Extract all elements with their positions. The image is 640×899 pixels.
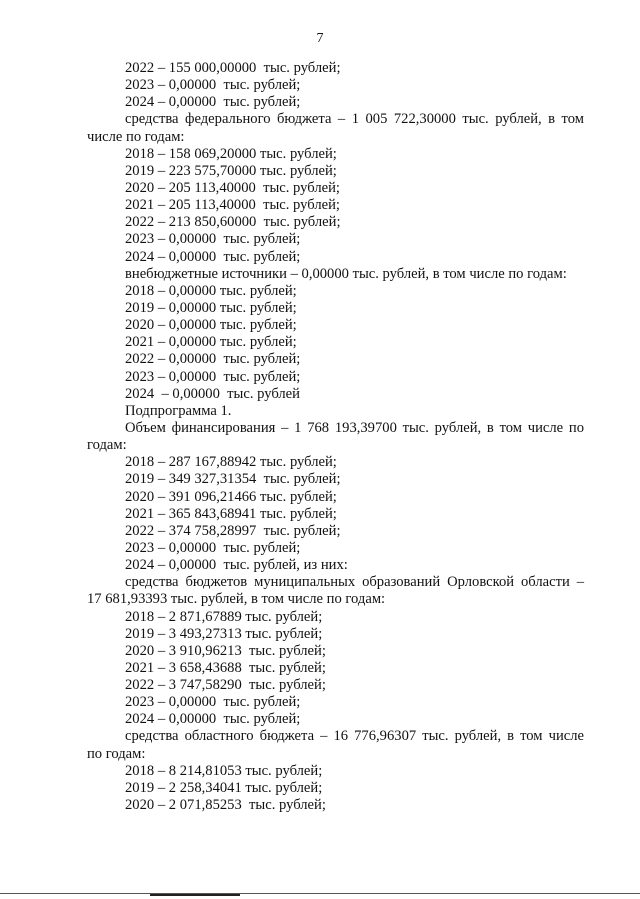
text-line: внебюджетные источники – 0,00000 тыс. рублей, в том числе по годам: — [125, 265, 567, 282]
text-line: 2019 – 2 258,34041 тыс. рублей; — [125, 779, 323, 796]
text-line: 2020 – 3 910,96213 тыс. рублей; — [125, 642, 326, 659]
text-line: 2023 – 0,00000 тыс. рублей; — [125, 694, 301, 711]
text-line: по годам: — [87, 745, 146, 762]
text-line: 2020 – 391 096,21466 тыс. рублей; — [125, 488, 337, 505]
text-line: 2018 – 2 871,67889 тыс. рублей; — [125, 608, 323, 625]
text-line: 2020 – 205 113,40000 тыс. рублей; — [125, 179, 340, 196]
text-line: 2019 – 349 327,31354 тыс. рублей; — [125, 471, 341, 488]
text-line: 2024 – 0,00000 тыс. рублей, из них: — [125, 557, 348, 574]
text-line: 2023 – 0,00000 тыс. рублей; — [125, 77, 301, 94]
text-line: числе по годам: — [87, 128, 185, 145]
text-line: 2022 – 155 000,00000 тыс. рублей; — [125, 60, 341, 76]
text-line: 2023 – 0,00000 тыс. рублей; — [125, 539, 301, 556]
text-line: 2023 – 0,00000 тыс. рублей; — [125, 368, 301, 385]
text-line: 2018 – 158 069,20000 тыс. рублей; — [125, 145, 337, 162]
text-line: 2020 – 0,00000 тыс. рублей; — [125, 317, 297, 334]
text-line: средства областного бюджета – 16 776,96307 тыс. рублей, в том числе — [125, 728, 584, 745]
text-line: средства бюджетов муниципальных образований Орловской области – — [125, 574, 584, 591]
text-line: 2020 – 2 071,85253 тыс. рублей; — [125, 797, 326, 814]
text-line: средства федерального бюджета – 1 005 722,30000 тыс. рублей, в том — [125, 111, 584, 128]
text-line: 2022 – 0,00000 тыс. рублей; — [125, 351, 301, 368]
page-number: 7 — [316, 31, 324, 46]
text-line: 2018 – 0,00000 тыс. рублей; — [125, 282, 297, 299]
document-body — [87, 60, 584, 814]
text-line: 2024 – 0,00000 тыс. рублей — [125, 385, 300, 402]
text-line: 2018 – 287 167,88942 тыс. рублей; — [125, 454, 337, 471]
text-line: 2021 – 205 113,40000 тыс. рублей; — [125, 197, 340, 214]
text-line: Подпрограмма 1. — [125, 402, 232, 419]
bottom-rule — [0, 893, 640, 894]
text-line: 2019 – 223 575,70000 тыс. рублей; — [125, 162, 337, 179]
text-line: 2019 – 3 493,27313 тыс. рублей; — [125, 625, 323, 642]
text-line: 2022 – 3 747,58290 тыс. рублей; — [125, 677, 326, 694]
text-line: 2022 – 374 758,28997 тыс. рублей; — [125, 522, 341, 539]
text-line: 2021 – 0,00000 тыс. рублей; — [125, 334, 297, 351]
text-line: 2024 – 0,00000 тыс. рублей; — [125, 248, 301, 265]
text-line: 2024 – 0,00000 тыс. рублей; — [125, 94, 301, 111]
text-line: 2019 – 0,00000 тыс. рублей; — [125, 299, 297, 316]
text-line: 2021 – 3 658,43688 тыс. рублей; — [125, 659, 326, 676]
bottom-rule-mark — [150, 894, 240, 896]
text-line: Объем финансирования – 1 768 193,39700 тыс. рублей, в том числе по — [125, 419, 584, 436]
text-line: 2018 – 8 214,81053 тыс. рублей; — [125, 762, 323, 779]
text-line: 2023 – 0,00000 тыс. рублей; — [125, 231, 301, 248]
text-line: годам: — [87, 437, 127, 454]
text-line: 17 681,93393 тыс. рублей, в том числе по годам: — [87, 591, 386, 608]
text-line: 2024 – 0,00000 тыс. рублей; — [125, 711, 301, 728]
text-line: 2021 – 365 843,68941 тыс. рублей; — [125, 505, 337, 522]
text-line: 2022 – 213 850,60000 тыс. рублей; — [125, 214, 341, 231]
